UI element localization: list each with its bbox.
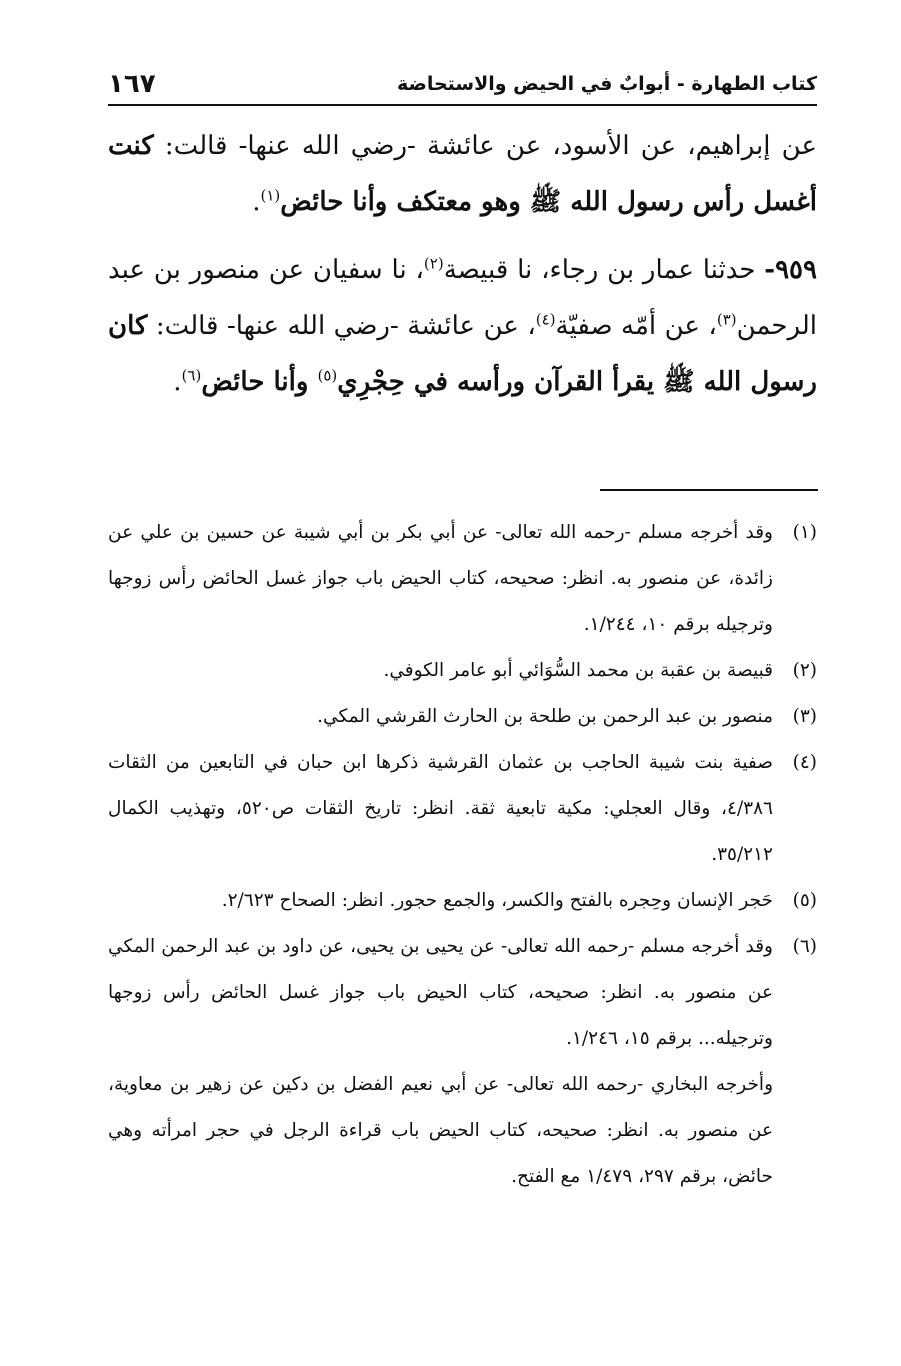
footnote-number: (٢) <box>792 660 817 681</box>
header-title: كتاب الطهارة - أبوابٌ في الحيض والاستحاضة <box>396 73 817 95</box>
p2-text-c: ، عن أمّه صفيّة <box>555 311 717 341</box>
footnote-text: منصور بن عبد الرحمن بن طلحة بن الحارث القرشي المكي. <box>317 706 773 727</box>
paragraph-2 <box>108 242 817 410</box>
footnote-number: (٦) <box>792 936 817 957</box>
footnote-ref-1[interactable]: (١) <box>260 186 281 205</box>
footnote-separator <box>600 489 818 491</box>
p2-text-a: حدثنا عمار بن رجاء، نا قبيصة <box>443 255 765 285</box>
footnote-number: (٣) <box>792 706 817 727</box>
p2-end: . <box>173 367 182 397</box>
footnote-text: وقد أخرجه مسلم -رحمه الله تعالى- عن يحيى بن يحيى، عن داود بن عبد الرحمن المكي عن منصور به. انظر: صحيحه، كتاب الحيض باب جواز غسل الحائض رأس زوجها وترجيله... برقم ١٥، ١/٢٤٦. <box>108 936 773 1049</box>
p1-hadith-bold: كنت أغسل رأس رسول الله ﷺ وهو معتكف وأنا حائض <box>108 131 817 217</box>
footnote-3 <box>108 694 817 740</box>
p2-hadith-bold: كان رسول الله ﷺ يقرأ القرآن ورأسه في حِجْرِي <box>108 311 817 397</box>
p2-text-b: ، نا سفيان عن منصور بن عبد الرحمن <box>108 255 817 341</box>
p1-text: عن إبراهيم، عن الأسود، عن عائشة -رضي الله عنها- قالت: <box>153 131 817 161</box>
footnote-ref-6[interactable]: (٦) <box>181 366 202 385</box>
footnote-number: (١) <box>792 522 817 543</box>
footnote-ref-4[interactable]: (٤) <box>535 310 556 329</box>
footnote-4 <box>108 740 817 878</box>
hadith-number: ٩٥٩- <box>764 255 817 285</box>
footnote-ref-2[interactable]: (٢) <box>423 254 444 273</box>
footnote-number: (٤) <box>792 752 817 773</box>
footnote-number: (٥) <box>792 890 817 911</box>
footnote-text: وقد أخرجه مسلم -رحمه الله تعالى- عن أبي بكر بن أبي شيبة عن حسين بن علي عن زائدة، عن منصور به. انظر: صحيحه، كتاب الحيض باب جواز غسل الحائض رأس زوجها وترجيله برقم ١٠، ١/٢٤٤. <box>108 522 773 635</box>
footnote-5 <box>108 878 817 924</box>
footnote-text: حَجر الإنسان وحِجره بالفتح والكسر، والجمع حجور. انظر: الصحاح ٢/٦٢٣. <box>221 890 773 911</box>
p2-hadith-bold-end: وأنا حائض <box>201 367 318 397</box>
p2-text-d: ، عن عائشة -رضي الله عنها- قالت: <box>147 311 536 341</box>
footnote-text: قبيصة بن عقبة بن محمد السُّوَائي أبو عامر الكوفي. <box>383 660 773 681</box>
footnote-6-continuation: وأخرجه البخاري -رحمه الله تعالى- عن أبي نعيم الفضل بن دكين عن زهير بن معاوية، عن منصور به. انظر: صحيحه، كتاب الحيض باب قراءة الرجل في حجر امرأته وهي حائض، برقم ٢٩٧، ١/٤٧٩ مع الفتح. <box>108 1074 773 1187</box>
footnote-ref-3[interactable]: (٣) <box>716 310 737 329</box>
footnote-ref-5[interactable]: (٥) <box>317 366 338 385</box>
running-header <box>108 66 817 102</box>
footnotes <box>108 510 817 1200</box>
paragraph-1 <box>108 118 817 230</box>
footnote-2 <box>108 648 817 694</box>
header-rule <box>108 104 817 106</box>
footnote-text: صفية بنت شيبة الحاجب بن عثمان القرشية ذكرها ابن حبان في التابعين من الثقات ٤/٣٨٦، وقال العجلي: مكية تابعية ثقة. انظر: تاريخ الثقات ص٥٢٠، وتهذيب الكمال ٣٥/٢١٢. <box>108 752 773 865</box>
page-number: ١٦٧ <box>108 69 156 99</box>
footnote-6 <box>108 924 817 1062</box>
footnote-1 <box>108 510 817 648</box>
main-text <box>108 118 817 410</box>
p1-end: . <box>252 187 261 217</box>
